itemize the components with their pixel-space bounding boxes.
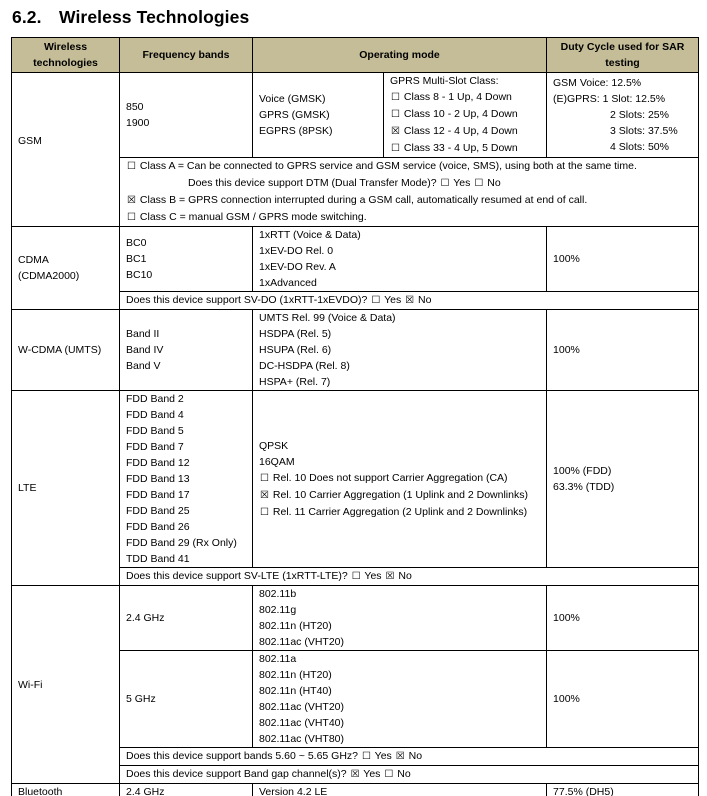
bluetooth-mode: Version 4.2 LE: [253, 784, 547, 796]
band: FDD Band 5: [126, 425, 184, 437]
checkbox-unchecked-icon[interactable]: ☐: [371, 295, 381, 306]
band: Band II: [126, 328, 160, 340]
band: 1900: [126, 117, 150, 129]
gsm-class-options: [120, 158, 699, 227]
table-row-lte: [12, 391, 699, 568]
section-number: 6.2.: [12, 7, 42, 27]
multislot-class-33: ☐ Class 33 - 4 Up, 5 Down: [390, 140, 540, 157]
ca-option: ☒ Rel. 10 Carrier Aggregation (1 Uplink and 2 Downlinks): [259, 487, 540, 504]
tech-wcdma: W-CDMA (UMTS): [12, 310, 120, 391]
lte-duty-cycle: [547, 391, 699, 568]
gsm-bands: [120, 73, 253, 158]
mode: HSUPA (Rel. 6): [259, 344, 332, 356]
lte-modes: [253, 391, 547, 568]
mode: 1xAdvanced: [259, 277, 317, 289]
section-title: Wireless Technologies: [59, 7, 250, 27]
tech-lte: LTE: [12, 391, 120, 586]
band: FDD Band 7: [126, 441, 184, 453]
tech-gsm: GSM: [12, 73, 120, 227]
cdma-modes: [253, 227, 547, 292]
multislot-class-12: ☒ Class 12 - 4 Up, 4 Down: [390, 123, 540, 140]
table-row-wifi-24: [12, 586, 699, 651]
cdma-bands: [120, 227, 253, 292]
mode: 802.11g: [259, 604, 297, 616]
mode: 802.11ac (VHT40): [259, 717, 345, 729]
checkbox-checked-icon[interactable]: ☒: [350, 769, 360, 780]
band: BC1: [126, 253, 147, 265]
table-row-wcdma: [12, 310, 699, 391]
table-row-bluetooth: [12, 784, 699, 796]
band: TDD Band 41: [126, 553, 190, 565]
band: FDD Band 13: [126, 473, 190, 485]
band: FDD Band 25: [126, 505, 190, 517]
mode: 802.11a: [259, 653, 297, 665]
multislot-class-8: ☐ Class 8 - 1 Up, 4 Down: [390, 89, 540, 106]
band: BC10: [126, 269, 153, 281]
checkbox-checked-icon[interactable]: ☒: [127, 195, 136, 206]
mode: HSDPA (Rel. 5): [259, 328, 332, 340]
wifi-24-duty-cycle: 100%: [547, 586, 699, 651]
class-a-option: ☐ Class A = Can be connected to GPRS service and GSM service (voice, SMS), using both at the same time.: [126, 158, 692, 175]
checkbox-unchecked-icon[interactable]: ☐: [391, 109, 400, 120]
svlte-question: Does this device support SV-LTE (1xRTT-LTE)? ☐ Yes ☒ No: [120, 568, 699, 586]
wcdma-modes: [253, 310, 547, 391]
tech-wifi: Wi-Fi: [12, 586, 120, 784]
band: FDD Band 12: [126, 457, 190, 469]
mode: 1xEV-DO Rev. A: [259, 261, 336, 273]
ca-option: ☐ Rel. 11 Carrier Aggregation (2 Uplink and 2 Downlinks): [259, 504, 540, 521]
wifi-24-band: 2.4 GHz: [120, 586, 253, 651]
band: Band V: [126, 360, 161, 372]
band: FDD Band 2: [126, 393, 184, 405]
table-header-row: [12, 38, 699, 73]
table-row-gsm: [12, 73, 699, 158]
checkbox-unchecked-icon[interactable]: ☐: [127, 212, 136, 223]
checkbox-unchecked-icon[interactable]: ☐: [384, 769, 394, 780]
checkbox-unchecked-icon[interactable]: ☐: [440, 178, 450, 189]
mode: HSPA+ (Rel. 7): [259, 376, 331, 388]
checkbox-checked-icon[interactable]: ☒: [260, 489, 269, 501]
band: FDD Band 4: [126, 409, 184, 421]
class-c-option: ☐ Class C = manual GSM / GPRS mode switching.: [126, 209, 692, 226]
gsm-duty-cycle: [547, 73, 699, 158]
wcdma-duty-cycle: 100%: [547, 310, 699, 391]
tech-bluetooth: Bluetooth: [12, 784, 120, 796]
mode: 802.11n (HT40): [259, 685, 332, 697]
multislot-class-10: ☐ Class 10 - 2 Up, 4 Down: [390, 106, 540, 123]
duty-line: (E)GPRS: 1 Slot: 12.5%: [553, 93, 666, 105]
checkbox-checked-icon[interactable]: ☒: [405, 295, 415, 306]
band: FDD Band 26: [126, 521, 190, 533]
mode: 802.11n (HT20): [259, 669, 332, 681]
checkbox-checked-icon[interactable]: ☒: [385, 571, 395, 582]
band-gap-question: Does this device support Band gap channel(s)? ☒ Yes ☐ No: [120, 766, 699, 784]
header-frequency: Frequency bands: [120, 38, 253, 73]
ca-option: ☐ Rel. 10 Does not support Carrier Aggregation (CA): [259, 470, 540, 487]
band: FDD Band 29 (Rx Only): [126, 537, 237, 549]
lte-bands: [120, 391, 253, 568]
mode: 802.11ac (VHT20): [259, 636, 345, 648]
mode: 802.11ac (VHT20): [259, 701, 345, 713]
band: 850: [126, 101, 144, 113]
duty-line: 63.3% (TDD): [553, 481, 615, 493]
checkbox-unchecked-icon[interactable]: ☐: [474, 178, 484, 189]
header-duty-cycle: Duty Cycle used for SAR testing: [547, 38, 699, 73]
mode: DC-HSDPA (Rel. 8): [259, 360, 350, 372]
checkbox-checked-icon[interactable]: ☒: [391, 126, 400, 137]
checkbox-unchecked-icon[interactable]: ☐: [127, 161, 136, 172]
duty-line: GSM Voice: 12.5%: [553, 77, 642, 89]
duty-line: 100% (FDD): [553, 465, 612, 477]
band: FDD Band 17: [126, 489, 190, 501]
mode: 16QAM: [259, 455, 295, 468]
mode: 802.11n (HT20): [259, 620, 332, 632]
wifi-5-modes: [253, 651, 547, 748]
duty-line: 4 Slots: 50%: [610, 141, 669, 153]
dtm-question: Does this device support DTM (Dual Transfer Mode)? ☐ Yes ☐ No: [126, 175, 692, 192]
header-technology: Wireless technologies: [12, 38, 120, 73]
svdo-question: Does this device support SV-DO (1xRTT-1xEVDO)? ☐ Yes ☒ No: [120, 292, 699, 310]
checkbox-unchecked-icon[interactable]: ☐: [391, 92, 400, 103]
gsm-modes: [253, 73, 384, 158]
checkbox-unchecked-icon[interactable]: ☐: [361, 751, 371, 762]
tech-cdma: [12, 227, 120, 310]
checkbox-unchecked-icon[interactable]: ☐: [391, 143, 400, 154]
mode: 1xEV-DO Rel. 0: [259, 245, 334, 257]
bluetooth-band: 2.4 GHz: [120, 784, 253, 796]
section-heading: [12, 7, 249, 28]
wifi-5-duty-cycle: 100%: [547, 651, 699, 748]
mode: UMTS Rel. 99 (Voice & Data): [259, 312, 396, 324]
band: BC0: [126, 237, 147, 249]
class-b-option: ☒ Class B = GPRS connection interrupted during a GSM call, automatically resumed at end of call.: [126, 192, 692, 209]
mode: QPSK: [259, 439, 289, 452]
wcdma-bands: [120, 310, 253, 391]
cdma-duty-cycle: 100%: [547, 227, 699, 292]
bluetooth-duty-cycle: 77.5% (DH5): [547, 784, 699, 796]
band: Band IV: [126, 344, 164, 356]
checkbox-unchecked-icon[interactable]: ☐: [351, 571, 361, 582]
header-operating-mode: Operating mode: [253, 38, 547, 73]
wifi-5-band: 5 GHz: [120, 651, 253, 748]
multislot-title: GPRS Multi-Slot Class:: [390, 75, 499, 87]
table-row-cdma: [12, 227, 699, 292]
mode: 802.11b: [259, 588, 297, 600]
mode: EGPRS (8PSK): [259, 125, 333, 137]
mode: Voice (GMSK): [259, 93, 326, 105]
tech-name: CDMA: [18, 254, 49, 266]
duty-line: 2 Slots: 25%: [610, 109, 669, 121]
mode: 802.11ac (VHT80): [259, 733, 345, 745]
checkbox-checked-icon[interactable]: ☒: [395, 751, 405, 762]
mode: GPRS (GMSK): [259, 109, 330, 121]
checkbox-unchecked-icon[interactable]: ☐: [260, 472, 269, 484]
mode: 1xRTT (Voice & Data): [259, 229, 361, 241]
tech-name: (CDMA2000): [18, 270, 80, 282]
wifi-24-modes: [253, 586, 547, 651]
band-560-565-question: Does this device support bands 5.60 ~ 5.65 GHz? ☐ Yes ☒ No: [120, 748, 699, 766]
wireless-technologies-table: [11, 37, 699, 796]
checkbox-unchecked-icon[interactable]: ☐: [260, 506, 269, 518]
gsm-multislot: [384, 73, 547, 158]
duty-line: 3 Slots: 37.5%: [610, 125, 678, 137]
